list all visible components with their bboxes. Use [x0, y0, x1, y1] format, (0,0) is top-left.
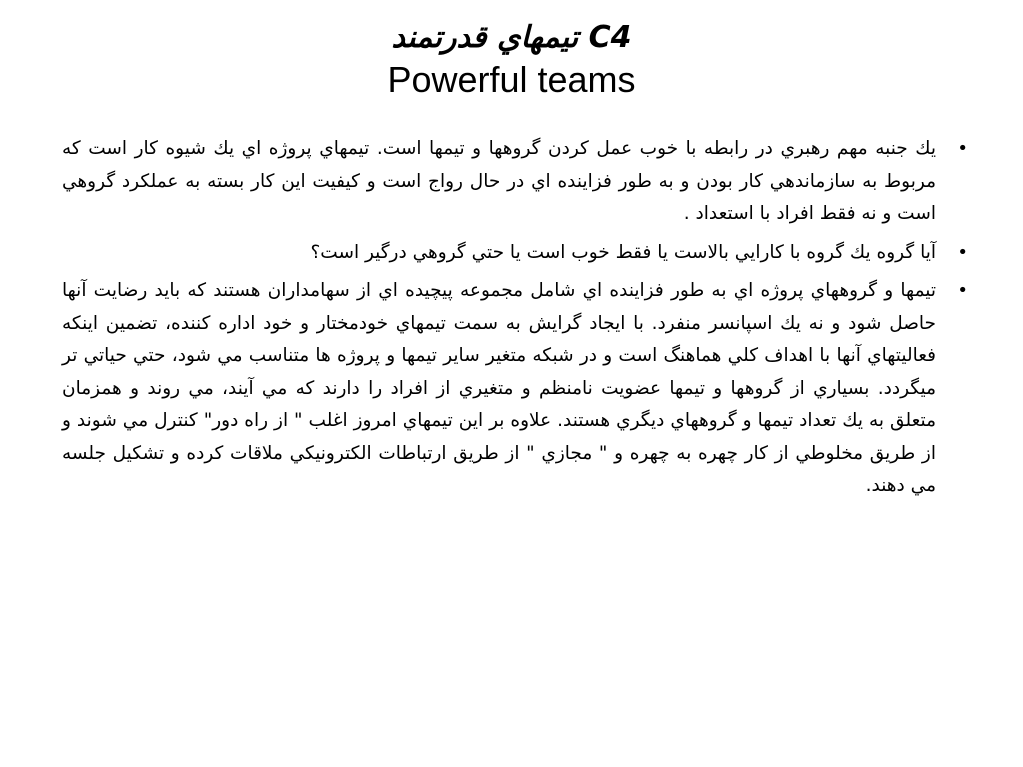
title-persian: C4 تيمهاي قدرتمند — [391, 20, 632, 55]
bullet-list — [62, 133, 970, 509]
slide-title — [0, 18, 1023, 102]
bullet-item-1 — [62, 133, 970, 231]
bullet-text: آيا گروه يك گروه با كارايي بالاست يا فقط خوب است يا حتي گروهي درگير است؟ — [310, 241, 936, 263]
bullet-text: تيمها و گروههاي پروژه اي به طور فزاينده اي شامل مجموعه پيچيده اي از سهامداران هستند كه بايد رضايت آنها حاصل شود و نه يك اسپانسر منفرد. با ايجاد گرايش به سمت تيمهاي خودمختار و خود اداره كننده، تضمين اينكه فعاليتهاي آنها با اهداف كلي هماهنگ است و در شبكه متغير ساير تيمها و پروژه ها متناسب مي شود، حتي حياتي تر ميگردد. بسياري از گروهها و تيمها عضويت نامنظم و متغيري از افراد را دارند كه مي آيند، مي روند و همزمان متعلق به يك تعداد تيمها و گروههاي ديگري هستند. علاوه بر اين تيمهاي امروز اغلب " از راه دور" كنترل مي شوند و از طريق مخلوطي از كار چهره به چهره و " مجازي " از طريق ارتباطات الكترونيكي ملاقات كرده و تشكيل جلسه مي دهند. — [62, 280, 936, 496]
bullet-icon: • — [957, 138, 968, 159]
bullet-icon: • — [957, 280, 968, 301]
title-english: Powerful teams — [387, 59, 636, 100]
bullet-item-2 — [62, 237, 970, 270]
bullet-icon: • — [957, 241, 968, 263]
bullet-item-3 — [62, 275, 970, 503]
bullet-text: يك جنبه مهم رهبري در رابطه با خوب عمل كردن گروهها و تيمها است. تيمهاي پروژه اي يك شيوه كار است كه مربوط به سازماندهي كار بودن و به طور فزاينده اي در حال رواج است و كيفيت اين كار بسته به عملكرد گروهي است و نه فقط افراد با استعداد . — [62, 138, 936, 224]
